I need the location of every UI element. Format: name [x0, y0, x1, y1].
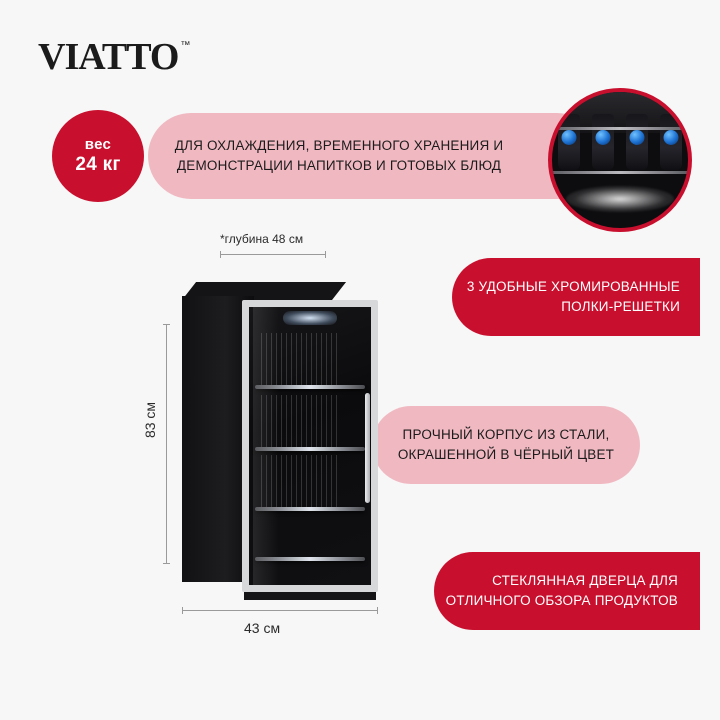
inset-shelf-rail: [552, 171, 688, 174]
glass-door: [242, 300, 378, 592]
weight-badge: [52, 110, 144, 202]
bottle-icon: [558, 114, 580, 170]
height-dimension-line: [166, 324, 167, 564]
depth-dimension-line: [220, 254, 326, 255]
height-dimension-label: 83 см: [142, 401, 159, 439]
door-reflection: [253, 307, 279, 585]
brand-name: VIATTO: [38, 36, 179, 78]
door-handle: [365, 393, 370, 503]
width-dimension-label: 43 см: [244, 620, 281, 636]
interior-light: [283, 311, 337, 325]
product-illustration: [142, 232, 410, 652]
inset-light-glow: [566, 186, 675, 212]
usage-banner: [148, 113, 600, 199]
bottles-photo-inset: [548, 88, 692, 232]
bottle-icon: [626, 114, 648, 170]
feature-banner-glass-door: [434, 552, 700, 630]
weight-label: вес: [84, 136, 112, 154]
usage-banner-text: ДЛЯ ОХЛАЖДЕНИЯ, ВРЕМЕННОГО ХРАНЕНИЯ И ДЕМОНСТРАЦИИ НАПИТКОВ И ГОТОВЫХ БЛЮД: [174, 138, 504, 173]
bottle-icon: [660, 114, 682, 170]
trademark-symbol: ™: [180, 40, 191, 51]
inset-shelf-rail: [552, 127, 688, 130]
inset-bottles-row: [552, 114, 688, 170]
weight-value: 24 кг: [75, 153, 121, 175]
feature-glass-door-text: СТЕКЛЯННАЯ ДВЕРЦА ДЛЯ ОТЛИЧНОГО ОБЗОРА ПРОДУКТОВ: [445, 573, 678, 608]
feature-banner-steel-body: [372, 406, 640, 484]
brand-logo: [38, 38, 190, 76]
cabinet-base: [244, 592, 376, 600]
feature-banner-shelves: [452, 258, 700, 336]
feature-shelves-text: 3 УДОБНЫЕ ХРОМИРОВАННЫЕ ПОЛКИ-РЕШЕТКИ: [466, 279, 680, 314]
feature-steel-body-text: ПРОЧНЫЙ КОРПУС ИЗ СТАЛИ, ОКРАШЕННОЙ В ЧЁРНЫЙ ЦВЕТ: [397, 427, 615, 462]
refrigerator-cabinet: [182, 282, 378, 582]
depth-dimension-label: *глубина 48 см: [220, 232, 304, 246]
width-dimension-line: [182, 610, 378, 611]
bottle-icon: [592, 114, 614, 170]
